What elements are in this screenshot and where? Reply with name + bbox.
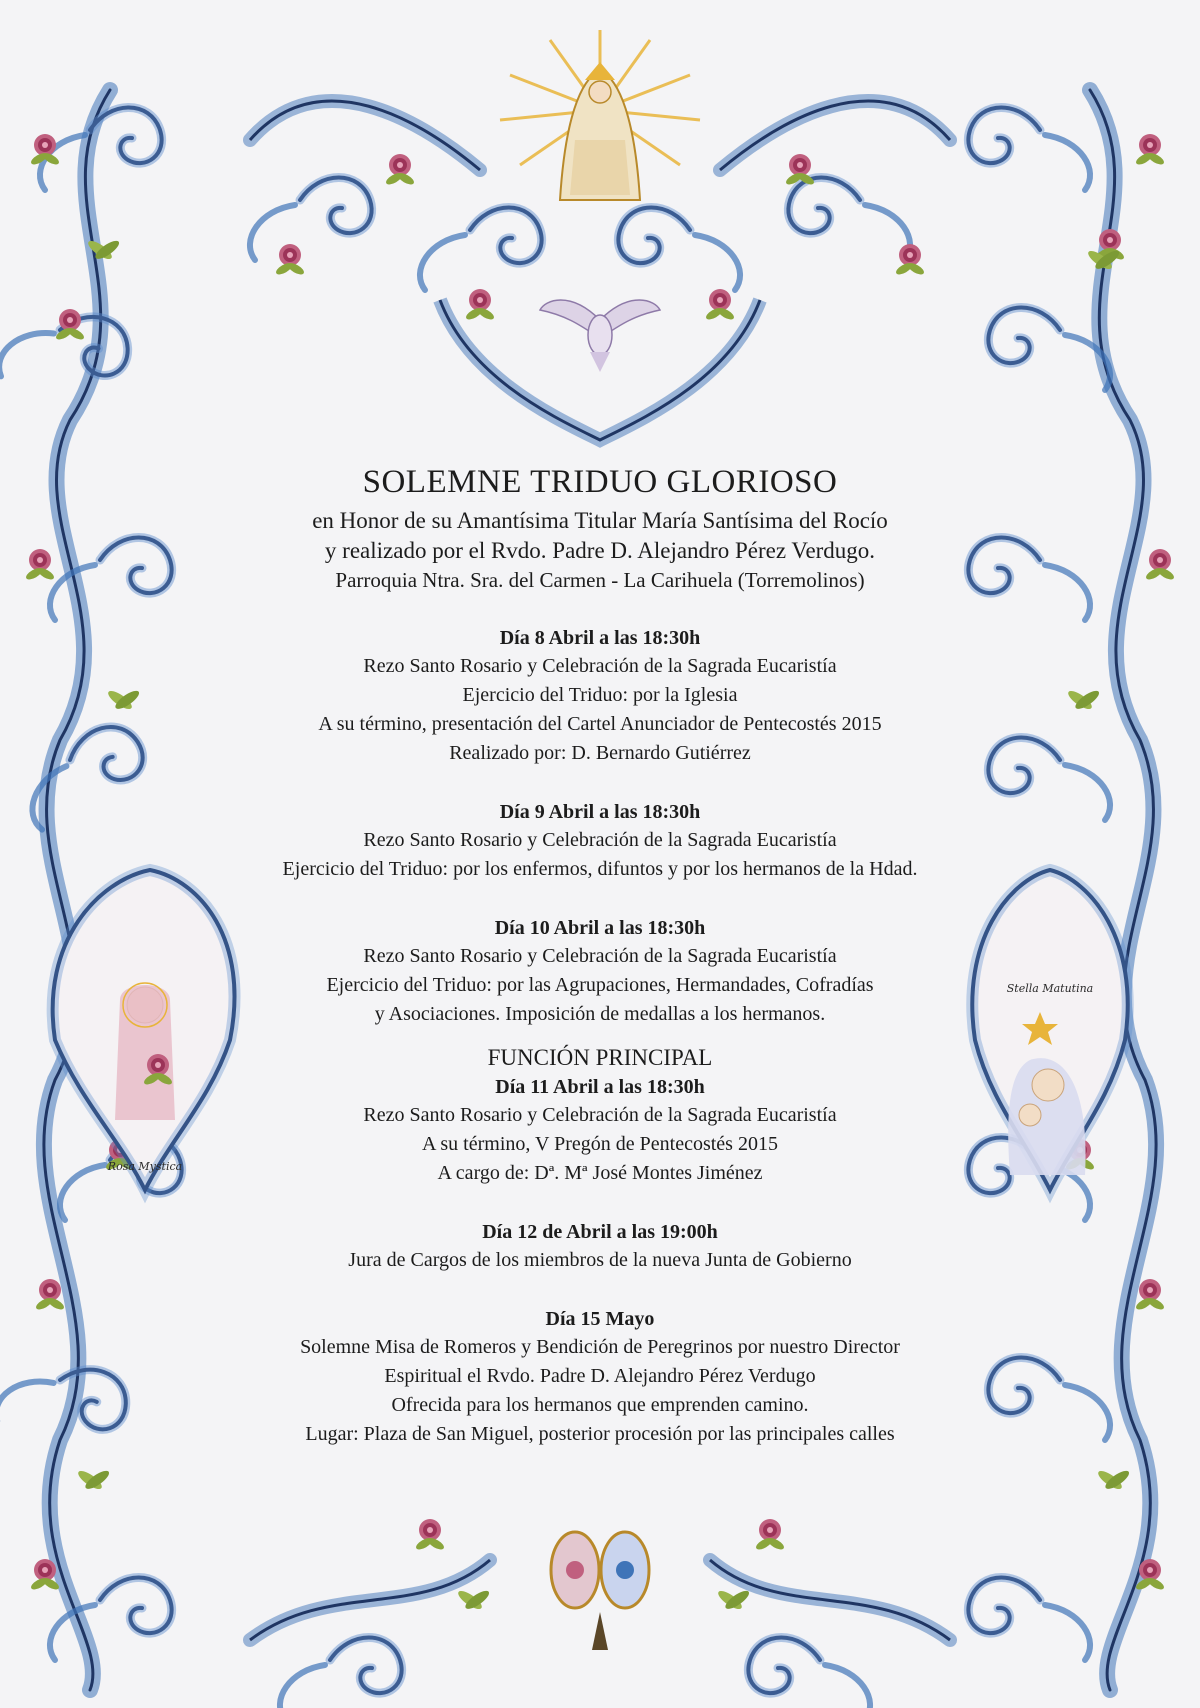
event-line: Realizado por: D. Bernardo Gutiérrez: [449, 742, 751, 764]
event-line: Ejercicio del Triduo: por las Agrupaciones, Hermandades, Cofradías: [326, 974, 874, 996]
event-line: Rezo Santo Rosario y Celebración de la Sagrada Eucaristía: [363, 1104, 837, 1126]
stella-matutina-label: Stella Matutina: [1006, 982, 1094, 995]
event-line: Lugar: Plaza de San Miguel, posterior procesión por las principales calles: [305, 1423, 895, 1445]
event-line: y Asociaciones. Imposición de medallas a los hermanos.: [374, 1003, 826, 1025]
event-heading: Día 10 Abril a las 18:30h: [494, 917, 706, 939]
event-line: Solemne Misa de Romeros y Bendición de Peregrinos por nuestro Director: [300, 1336, 900, 1358]
event-line: Espiritual el Rvdo. Padre D. Alejandro Pérez Verdugo: [384, 1365, 816, 1387]
event-line: Rezo Santo Rosario y Celebración de la Sagrada Eucaristía: [363, 829, 837, 851]
event-line: Rezo Santo Rosario y Celebración de la Sagrada Eucaristía: [363, 655, 837, 677]
event-line: Rezo Santo Rosario y Celebración de la Sagrada Eucaristía: [363, 945, 837, 967]
rosa-mystica-label: Rosa Mystica: [107, 1160, 183, 1173]
programme-text: [200, 462, 1000, 1449]
dove-icon: [540, 300, 660, 372]
dedication-line: en Honor de su Amantísima Titular María Santísima del Rocío: [312, 508, 888, 533]
event-line: A cargo de: Dª. Mª José Montes Jiménez: [437, 1162, 763, 1184]
event-line: Ejercicio del Triduo: por los enfermos, difuntos y por los hermanos de la Hdad.: [282, 858, 918, 880]
parish-line: Parroquia Ntra. Sra. del Carmen - La Carihuela (Torremolinos): [335, 568, 865, 592]
event-heading: Día 11 Abril a las 18:30h: [495, 1076, 705, 1098]
preacher-line: y realizado por el Rvdo. Padre D. Alejandro Pérez Verdugo.: [324, 538, 876, 563]
event-heading: Día 9 Abril a las 18:30h: [499, 801, 701, 823]
event-heading: Día 12 de Abril a las 19:00h: [482, 1221, 718, 1243]
event-line: Ejercicio del Triduo: por la Iglesia: [462, 684, 738, 706]
coat-of-arms-icon: [551, 1532, 649, 1650]
event-line: Jura de Cargos de los miembros de la nueva Junta de Gobierno: [348, 1249, 852, 1271]
event-heading: Día 8 Abril a las 18:30h: [499, 627, 701, 649]
event-line: Ofrecida para los hermanos que emprenden camino.: [391, 1394, 809, 1416]
event-line: A su término, V Pregón de Pentecostés 2015: [422, 1133, 778, 1155]
virgin-icon: [560, 62, 640, 200]
page-title: SOLEMNE TRIDUO GLORIOSO: [362, 464, 838, 500]
main-function-caption: FUNCIÓN PRINCIPAL: [487, 1045, 713, 1070]
event-heading: Día 15 Mayo: [545, 1308, 655, 1330]
event-line: A su término, presentación del Cartel Anunciador de Pentecostés 2015: [318, 713, 882, 735]
